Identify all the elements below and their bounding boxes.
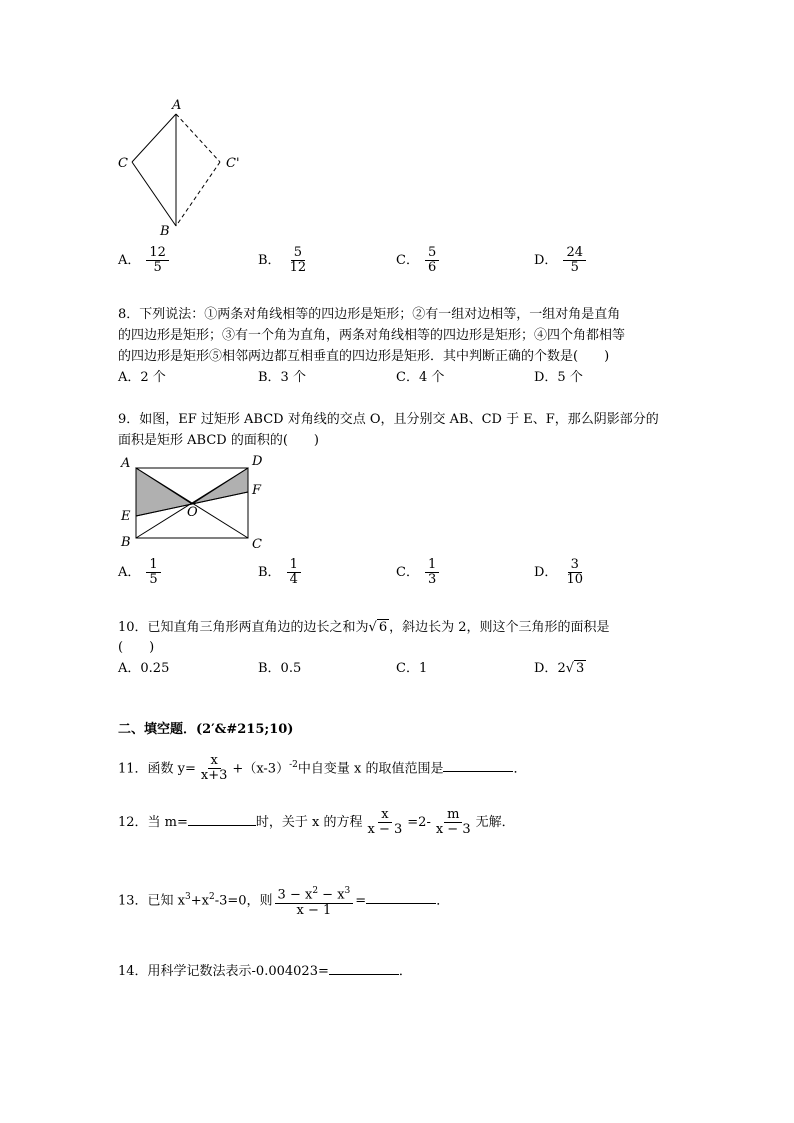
- q9-option-a-letter: A．: [118, 565, 141, 580]
- q11-text-end: ．: [513, 761, 527, 777]
- q13-num-sup-2: 3: [344, 886, 351, 897]
- q13-fraction-den: x − 1: [296, 902, 332, 918]
- q8-option-b[interactable]: B．3 个: [258, 370, 306, 385]
- q12-text-post: 无解．: [475, 815, 515, 830]
- q11-line: [118, 750, 678, 784]
- q9-label-o: O: [187, 505, 198, 520]
- q13-num-a: 3 − x: [277, 887, 313, 903]
- q12-fraction-1-num: x: [378, 808, 391, 823]
- q13-text-plus: +x: [190, 893, 209, 909]
- q7-option-b-den: 12: [289, 260, 307, 275]
- q7-option-a-letter: A．: [118, 253, 141, 268]
- q14-answer-blank[interactable]: [329, 960, 399, 975]
- q11-exponent: -2: [289, 760, 298, 770]
- q9-option-b[interactable]: [258, 558, 303, 587]
- q8-line-2: 的四边形是矩形；③有一个角为直角，两条对角线相等的四边形是矩形；④四个角都相等: [118, 328, 626, 343]
- q9-label-a: A: [121, 456, 131, 471]
- q9-line-1: 9．如图，EF 过矩形 ABCD 对角线的交点 O，且分别交 AB、CD 于 E、F，那么阴影部分的: [118, 412, 659, 427]
- q13-text-post: =: [355, 893, 367, 909]
- q7-edge-ac: [132, 114, 176, 162]
- q12-fraction-1: [365, 808, 406, 837]
- q9-option-c-num: 1: [425, 558, 439, 573]
- q7-label-c: C: [118, 156, 128, 171]
- q12-answer-blank[interactable]: [188, 811, 256, 826]
- q7-option-c[interactable]: [396, 246, 441, 275]
- q10-text-post: ，斜边长为 2，则这个三角形的面积是: [389, 620, 610, 635]
- q8-line-1: 8．下列说法：①两条对角线相等的四边形是矩形；②有一组对边相等，一组对角是直角: [118, 307, 621, 322]
- q14-line: [118, 960, 678, 982]
- q11-fraction: [198, 754, 231, 783]
- q9-option-a-den: 5: [149, 572, 158, 587]
- q7-edge-cb: [132, 162, 176, 226]
- q9-option-c-den: 3: [427, 572, 437, 587]
- q7-option-d-fraction: [563, 246, 586, 275]
- q9-option-b-num: 1: [287, 558, 301, 573]
- q12-text-eq: =2-: [407, 815, 431, 830]
- q9-option-b-letter: B．: [258, 565, 281, 580]
- q13-line: [118, 880, 678, 918]
- q7-option-c-fraction: [425, 246, 439, 275]
- q7-option-a-den: 5: [153, 260, 162, 275]
- q11-text-post: 中自变量 x 的取值范围是: [297, 761, 444, 777]
- q9-option-d-num: 3: [568, 558, 582, 573]
- q13-text-end: ．: [436, 893, 450, 909]
- q9-line-2: 面积是矩形 ABCD 的面积的( ): [118, 433, 319, 448]
- q9-label-f: F: [252, 483, 262, 498]
- q10-sqrt: √ 6: [368, 620, 388, 635]
- q7-label-c-prime: C': [226, 156, 240, 171]
- q7-option-d-letter: D．: [534, 253, 558, 268]
- q9-option-d-fraction: [563, 558, 586, 587]
- q7-option-b-fraction: [287, 246, 310, 275]
- q12-fraction-2: [433, 808, 474, 837]
- q13-sup-1: 3: [185, 892, 191, 902]
- q12-fraction-2-num: m: [444, 808, 462, 823]
- q9-option-d-den: 10: [566, 572, 583, 587]
- q9-option-c[interactable]: [396, 558, 441, 587]
- q12-fraction-1-den: x − 3: [367, 822, 403, 837]
- q13-fraction: [275, 884, 354, 917]
- q10-option-b[interactable]: B．0.5: [258, 661, 302, 676]
- q9-option-c-letter: C．: [396, 565, 419, 580]
- q13-fraction-num: [275, 884, 354, 903]
- q10-option-c[interactable]: C．1: [396, 661, 428, 676]
- section-2-heading: 二、填空题．(2′&#215;10): [118, 722, 294, 737]
- q9-option-a-fraction: [146, 558, 160, 587]
- q9-option-d-letter: D．: [534, 565, 558, 580]
- q9-option-a-num: 1: [146, 558, 160, 573]
- q12-fraction-2-den: x − 3: [435, 822, 471, 837]
- q7-option-b-num: 5: [291, 246, 305, 261]
- q8-option-d[interactable]: D．5 个: [534, 370, 583, 385]
- q7-option-b-letter: B．: [258, 253, 281, 268]
- q9-label-c: C: [252, 537, 262, 552]
- q10-line-2: ( ): [118, 640, 155, 655]
- q7-option-c-letter: C．: [396, 253, 419, 268]
- q12-text-mid: 时，关于 x 的方程: [255, 815, 363, 830]
- q11-text-mid: +（x-3）: [232, 761, 290, 777]
- q13-sup-2: 2: [208, 892, 215, 902]
- q7-option-d-num: 24: [563, 246, 586, 261]
- q7-option-a[interactable]: [118, 246, 171, 275]
- q9-option-d[interactable]: [534, 558, 588, 587]
- q7-label-a: A: [172, 98, 182, 113]
- q7-option-c-den: 6: [427, 260, 437, 275]
- q12-text-pre: 12．当 m=: [118, 815, 188, 830]
- q9-option-a[interactable]: [118, 558, 163, 587]
- q10-option-d-radicand: 3: [576, 661, 585, 676]
- q7-option-d[interactable]: [534, 246, 588, 275]
- q7-option-a-num: 12: [146, 246, 169, 261]
- q9-label-e: E: [121, 509, 131, 524]
- q7-option-b[interactable]: [258, 246, 311, 275]
- q9-label-d: D: [252, 454, 263, 469]
- q13-answer-blank[interactable]: [366, 889, 436, 904]
- q7-edge-ac-prime: [176, 114, 220, 162]
- q9-label-b: B: [121, 535, 131, 550]
- q7-option-d-den: 5: [570, 260, 579, 275]
- q11-text-pre: 11．函数 y=: [118, 761, 196, 777]
- q13-text-pre: 13．已知 x: [118, 893, 186, 909]
- q7-label-b: B: [160, 224, 170, 239]
- q14-text-end: ．: [398, 964, 412, 979]
- q13-num-b: − x: [318, 887, 345, 903]
- q8-option-a[interactable]: A．2 个: [118, 370, 166, 385]
- q13-num-sup-1: 2: [312, 886, 319, 897]
- q14-text-pre: 14．用科学记数法表示-0.004023=: [118, 964, 329, 979]
- q8-line-3: 的四边形是矩形⑤相邻两边都互相垂直的四边形是矩形．其中判断正确的个数是( ): [118, 349, 610, 364]
- q10-line-1: [118, 618, 678, 638]
- q13-text-eq: -3=0，则: [214, 893, 273, 909]
- q9-option-c-fraction: [425, 558, 439, 587]
- q8-option-c[interactable]: C．4 个: [396, 370, 445, 385]
- q9-option-b-fraction: [287, 558, 301, 587]
- q10-text-pre: 10．已知直角三角形两直角边的边长之和为: [118, 620, 369, 635]
- q9-figure: [130, 462, 254, 542]
- q11-fraction-num: x: [208, 754, 221, 769]
- q10-option-a[interactable]: A．0.25: [118, 661, 170, 676]
- q10-option-d-sqrt: √ 3: [565, 661, 585, 676]
- q7-option-c-num: 5: [425, 246, 439, 261]
- q10-option-d[interactable]: [534, 659, 586, 679]
- q7-edge-bc-prime: [176, 162, 220, 226]
- q10-option-d-coef: 2: [557, 661, 566, 676]
- q7-option-a-fraction: [146, 246, 169, 275]
- q9-option-b-den: 4: [289, 572, 298, 587]
- q12-line: [118, 808, 678, 838]
- q10-option-d-letter: D．: [534, 661, 558, 676]
- q10-sqrt-radicand: 6: [378, 620, 388, 635]
- q11-answer-blank[interactable]: [443, 757, 513, 772]
- q11-fraction-den: x+3: [200, 768, 228, 784]
